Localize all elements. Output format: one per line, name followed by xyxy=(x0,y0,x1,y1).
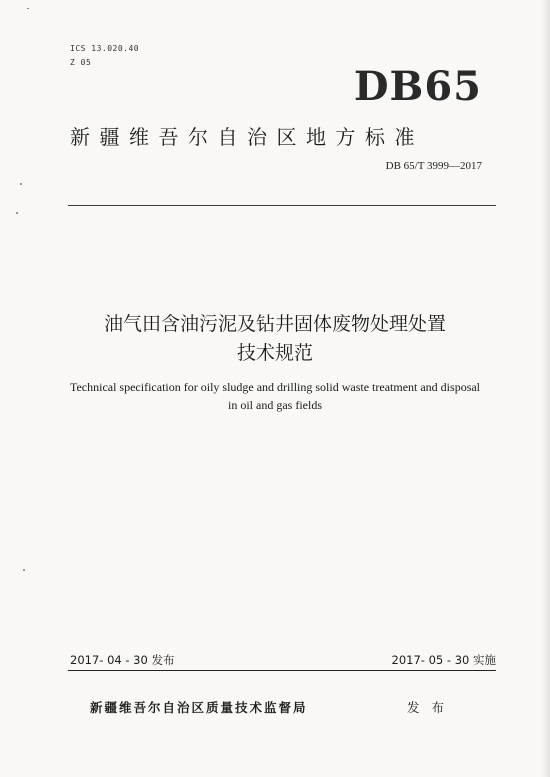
scan-speck xyxy=(20,183,22,185)
scan-speck xyxy=(23,569,25,571)
issue-date: 2017- 04 - 30 发布 xyxy=(70,653,175,667)
ccs-code: Z 05 xyxy=(70,58,92,67)
scan-speck xyxy=(16,212,18,214)
implementation-date: 2017- 05 - 30 实施 xyxy=(391,653,496,667)
scan-speck xyxy=(27,8,29,9)
header-divider xyxy=(68,205,496,206)
ics-code: ICS 13.020.40 xyxy=(70,44,140,53)
standard-code-logo: DB65 xyxy=(353,63,482,110)
footer-divider xyxy=(68,670,496,671)
document-title-cn-line1: 油气田含油污泥及钻井固体废物处理处置 xyxy=(103,313,446,335)
standard-number: DB 65/T 3999—2017 xyxy=(385,160,482,172)
issuing-authority: 新疆维吾尔自治区质量技术监督局 xyxy=(90,700,308,715)
document-title-en-line1: Technical specification for oily sludge and drilling solid waste treatment and disposal xyxy=(69,380,481,394)
document-title-en-line2: in oil and gas fields xyxy=(228,398,322,412)
issue-label: 发 布 xyxy=(407,700,448,715)
standard-category-title: 新疆维吾尔自治区地方标准 xyxy=(70,125,424,149)
document-title-cn-line2: 技术规范 xyxy=(236,342,313,364)
